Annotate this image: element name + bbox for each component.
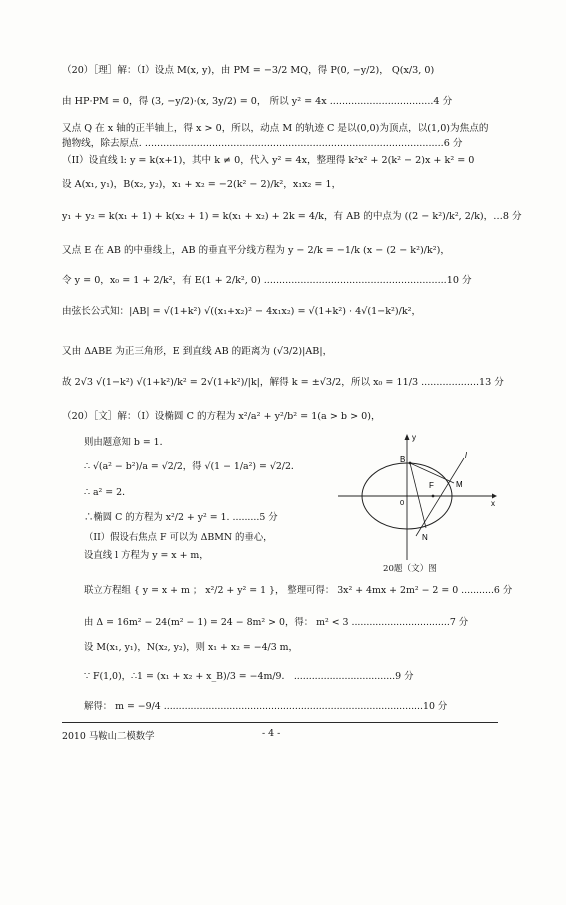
line-8-perpendicular-bisector: 又点 E 在 AB 的中垂线上，AB 的垂直平分线方程为 y − 2/k = −1/k (x − (2 − k²)/k²)， [62,245,450,256]
segment-bn [410,463,426,528]
line-10-chord-length: 由弦长公式知：|AB| = √(1+k²) √((x₁+x₂)² − 4x₁x₂) = √(1+k²) · 4√(1−k²)/k²， [62,306,422,317]
line-14-b-equals-1: 则由题意知 b = 1． [84,437,170,448]
line-7-midpoint-of-ab: y₁ + y₂ = k(x₁ + 1) + k(x₂ + 1) = k(x₁ + x₂) + 2k = 4/k，有 AB 的中点为 ((2 − k²)/k², 2/k)，…8 分 [62,211,522,222]
line-1-theory-solution-start: （20）［理］解：（I）设点 M(x, y)，由 PM = −3/2 MQ，得 P(0, −y/2)， Q(x/3, 0) [62,65,435,76]
line-23-centroid-condition: ∵ F(1,0)，∴1 = (x₁ + x₂ + x_B)/3 = −4m/9． ..................................9 分 [84,671,414,682]
point-m-label: M [456,480,463,489]
point-f-label: F [429,481,434,490]
line-15-eccentricity: ∴ √(a² − b²)/a = √2/2，得 √(1 − 1/a²) = √2/2． [84,461,301,472]
origin-label: 0 [400,498,405,507]
line-17-ellipse-equation: ∴椭圆 C 的方程为 x²/2 + y² = 1. .........5 分 [84,512,278,523]
point-n-label: N [422,533,428,542]
segment-bm [410,463,454,483]
line-20-system-of-equations: 联立方程组 { y = x + m ； x²/2 + y² = 1 }， 整理可得： 3x² + 4mx + 2m² − 2 = 0 ...........6 分 [84,585,513,596]
footer-page-number: - 4 - [262,728,281,739]
figure-caption: 20题（文）图 [383,564,437,574]
line-2-trajectory-equation: 由 HP·PM = 0，得 (3, −y/2)·(x, 3y/2) = 0， 所以 y² = 4x ..................................4 分 [62,96,453,107]
line-13-arts-solution-start: （20）［文］解：（I）设椭圆 C 的方程为 x²/a² + y²/b² = 1(a > b > 0)， [62,411,381,422]
y-axis-arrow [405,434,410,440]
line-16-a-squared: ∴ a² = 2． [84,487,132,498]
x-axis-arrow [492,494,497,499]
line-4-parabola-conclusion: 抛物线，除去原点. ..................................................................................................6 分 [62,138,463,149]
footer-exam-title: 2010 马鞍山二模数学 [62,731,155,742]
line-24-solve-m: 解得： m = −9/4 .......................................................................................10 分 [84,701,448,712]
line-6-vieta-relations: 设 A(x₁, y₁)，B(x₂, y₂)，x₁ + x₂ = −2(k² − 2)/k²，x₁x₂ = 1， [62,179,342,190]
line-11-equilateral-condition: 又由 ΔABE 为正三角形，E 到直线 AB 的距离为 (√3/2)|AB|， [62,346,333,357]
line-18-orthocenter-assumption: （II）假设右焦点 F 可以为 ΔBMN 的垂心， [84,532,273,543]
line-12-solve-k: 故 2√3 √(1−k²) √(1+k²)/k² = 2√(1+k²)/|k|，解得 k = ±√3/2，所以 x₀ = 11/3 ...................13 分 [62,377,504,388]
footer-rule [62,722,498,723]
point-f [432,495,435,498]
line-21-discriminant: 由 Δ = 16m² − 24(m² − 1) = 24 − 8m² > 0，得： m² < 3 .................................7 分 [84,617,469,628]
line-9-point-e: 令 y = 0，x₀ = 1 + 2/k²，有 E(1 + 2/k², 0) ............................................................10 分 [62,275,472,286]
point-b [409,462,412,465]
line-22-sum-of-roots: 设 M(x₁, y₁)，N(x₂, y₂)，则 x₁ + x₂ = −4/3 m， [84,642,298,653]
line-3-trajectory-description: 又点 Q 在 x 轴的正半轴上，得 x > 0，所以，动点 M 的轨迹 C 是以(0,0)为顶点，以(1,0)为焦点的 [62,123,489,134]
y-axis-label: y [412,433,416,442]
line-19-line-l-equation: 设直线 l 方程为 y = x + m， [84,550,209,561]
point-b-label: B [400,455,406,464]
line-l [416,458,464,536]
x-axis-label: x [491,499,495,508]
line-l-label: l [465,451,467,460]
ellipse-figure [332,428,497,578]
line-5-part-ii-line-setup: （II）设直线 l: y = k(x+1)，其中 k ≠ 0，代入 y² = 4x，整理得 k²x² + 2(k² − 2)x + k² = 0 [62,155,475,166]
